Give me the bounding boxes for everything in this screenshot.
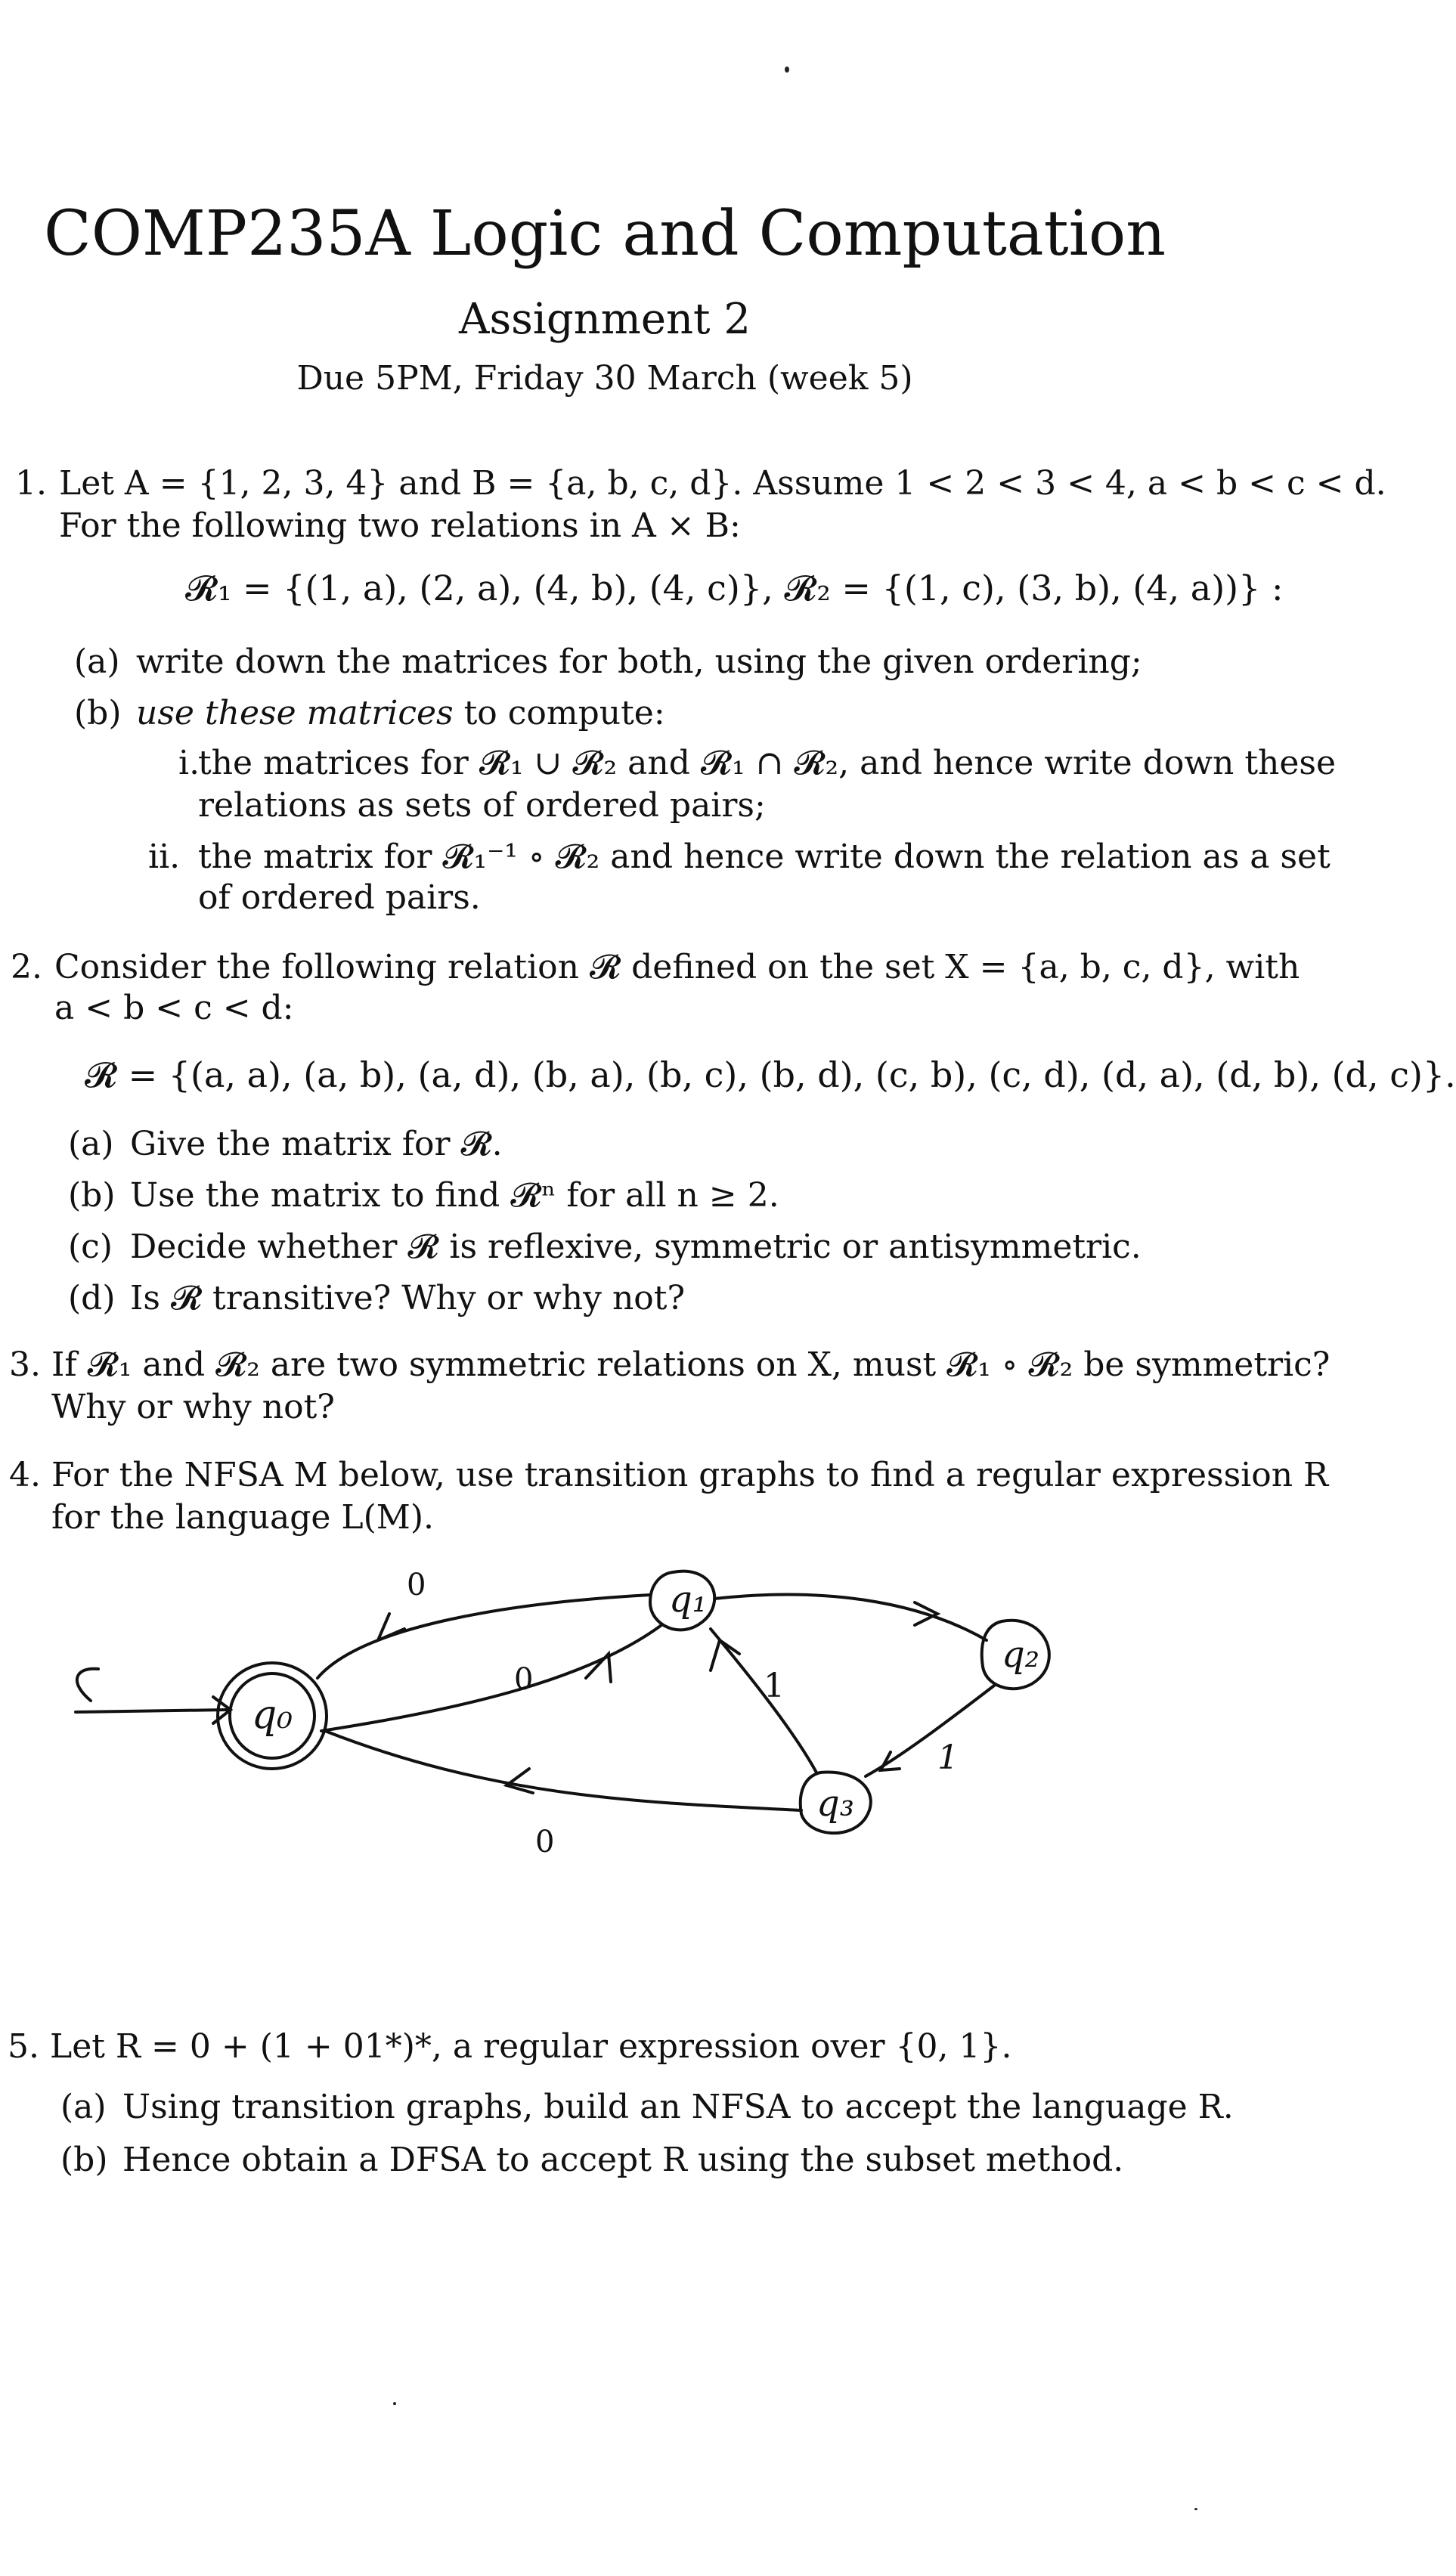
q2a-text: Give the matrix for 𝓡. [130, 1125, 503, 1163]
q1-line2: For the following two relations in A × B: [59, 506, 741, 545]
page-title: COMP235A Logic and Computation [43, 198, 1166, 270]
edge-q2-q3-label: 1 [937, 1738, 959, 1777]
q5-number: 5. [8, 2027, 39, 2066]
edge-q1-q2 [714, 1595, 987, 1640]
scan-speck [785, 67, 789, 73]
edge-q3-q0-head [507, 1769, 533, 1793]
q5b-label: (b) [60, 2141, 108, 2179]
q2d-label: (d) [68, 1279, 116, 1317]
q5a-label: (a) [60, 2088, 107, 2126]
q3-line1: If 𝓡₁ and 𝓡₂ are two symmetric relations on X, must 𝓡₁ ∘ 𝓡₂ be symmetric? [51, 1345, 1331, 1384]
q1bi-line2: relations as sets of ordered pairs; [198, 786, 766, 825]
state-q3-label: q₃ [816, 1782, 854, 1825]
q1b-rest: to compute: [453, 694, 665, 732]
q1-relations-display: 𝓡₁ = {(1, a), (2, a), (4, b), (4, c)}, 𝓡₂ = {(1, c), (3, b), (4, a))} : [185, 568, 1284, 608]
edge-q3-q1-label: 1 [764, 1667, 785, 1705]
q5a-text: Using transition graphs, build an NFSA to accept the language R. [122, 2088, 1234, 2126]
q1bi-label: i. [178, 744, 200, 782]
q2c-text: Decide whether 𝓡 is reflexive, symmetric or antisymmetric. [130, 1228, 1142, 1266]
q3-line2: Why or why not? [51, 1388, 335, 1426]
q2-line2: a < b < c < d: [54, 989, 294, 1027]
q4-number: 4. [9, 1456, 41, 1494]
q1bii-line1: the matrix for 𝓡₁⁻¹ ∘ 𝓡₂ and hence write down the relation as a set [198, 838, 1331, 876]
state-q2-label: q₂ [1002, 1633, 1039, 1676]
edge-q0-q1-label: 0 [514, 1662, 534, 1697]
state-q1 [650, 1571, 714, 1630]
q1-number: 1. [15, 464, 47, 503]
due-date: Due 5PM, Friday 30 March (week 5) [296, 359, 913, 398]
state-q0-label: q₀ [251, 1692, 293, 1738]
edge-q1-q0 [318, 1595, 650, 1678]
q2a-label: (a) [68, 1125, 114, 1163]
q5-line1: Let R = 0 + (1 + 01*)*, a regular expression over {0, 1}. [50, 2027, 1012, 2066]
q2b-text: Use the matrix to find 𝓡ⁿ for all n ≥ 2. [130, 1176, 779, 1215]
q2c-label: (c) [68, 1228, 113, 1266]
q2-number: 2. [11, 948, 42, 986]
q1bii-line2: of ordered pairs. [198, 878, 481, 917]
start-arrow [77, 1669, 98, 1701]
start-arrow-shaft [76, 1710, 227, 1712]
edge-q3-q0-label: 0 [535, 1825, 555, 1859]
q1b-label: (b) [74, 694, 122, 732]
q1a-text: write down the matrices for both, using the given ordering; [136, 642, 1142, 681]
q3-number: 3. [9, 1345, 41, 1384]
q1b-text [136, 692, 665, 735]
q2-relation-display: 𝓡 = {(a, a), (a, b), (a, d), (b, a), (b, c), (b, d), (c, b), (c, d), (d, a), (d, b), (d, c)}. [85, 1054, 1456, 1095]
edge-q3-q0 [325, 1731, 801, 1810]
state-q3 [801, 1773, 871, 1834]
assignment-subtitle: Assignment 2 [459, 295, 751, 344]
q4-line2: for the language L(M). [51, 1498, 434, 1537]
q5b-text: Hence obtain a DFSA to accept R using the subset method. [122, 2141, 1124, 2179]
nfsa-diagram [45, 1542, 1104, 1890]
state-q1-label: q₁ [669, 1578, 707, 1621]
q2b-label: (b) [68, 1176, 116, 1215]
state-q0 [218, 1663, 327, 1769]
state-q2 [982, 1621, 1049, 1689]
q1b-emphasis: use these matrices [136, 694, 454, 732]
q1a-label: (a) [74, 642, 120, 681]
q1bii-label: ii. [148, 838, 181, 876]
scan-speck [1194, 2508, 1197, 2510]
q1-line1: Let A = {1, 2, 3, 4} and B = {a, b, c, d}. Assume 1 < 2 < 3 < 4, a < b < c < d. [59, 464, 1386, 503]
q2d-text: Is 𝓡 transitive? Why or why not? [130, 1279, 686, 1317]
scan-speck [393, 2402, 396, 2405]
edge-q3-q1-head [711, 1640, 739, 1670]
edge-q1-q0-label: 0 [407, 1568, 426, 1602]
q2-line1: Consider the following relation 𝓡 defined on the set X = {a, b, c, d}, with [54, 948, 1300, 986]
q4-line1: For the NFSA M below, use transition graphs to find a regular expression R [51, 1456, 1329, 1494]
q1bi-line1: the matrices for 𝓡₁ ∪ 𝓡₂ and 𝓡₁ ∩ 𝓡₂, and hence write down these [198, 744, 1337, 782]
